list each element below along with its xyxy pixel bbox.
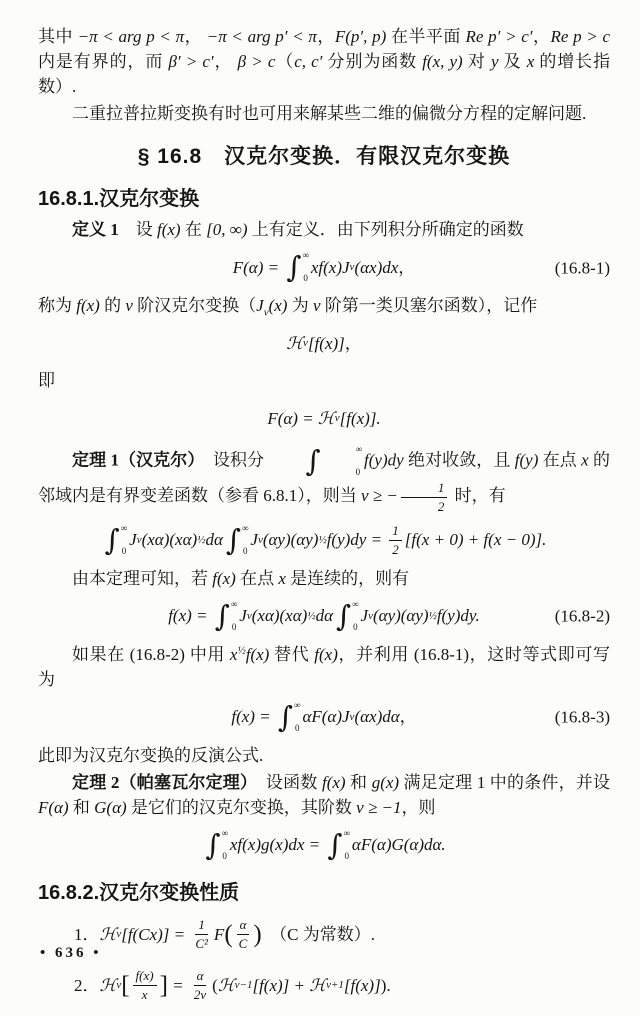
math-run: [f(x + 0) + f(x − 0)].	[404, 530, 547, 550]
integral-sign-icon: ∫	[104, 522, 120, 557]
integral-lower-limit: 0	[242, 545, 248, 556]
math-run: αF(α)G(α)dα.	[351, 835, 446, 855]
integral-lower-limit: 0	[222, 850, 227, 861]
text-run: 分别为函数	[322, 52, 423, 71]
text-run: 绝对收敛，且	[403, 450, 515, 470]
fraction-denominator: x	[141, 987, 148, 1003]
integral	[215, 598, 238, 635]
big-bracket: [	[121, 972, 130, 1000]
text-run: 此即为汉克尔变换的反演公式.	[38, 745, 264, 765]
integral-lower-limit: 0	[231, 621, 237, 632]
integral-upper-limit: ∞	[302, 250, 309, 260]
math-run: [f(x)] + ℋ	[252, 975, 327, 995]
paragraph	[38, 101, 610, 126]
math-run: F(α) =	[232, 257, 284, 277]
integral-limits	[220, 827, 227, 864]
math-run: f(y)dy	[364, 450, 404, 470]
math-run: J	[256, 296, 264, 315]
math-run: [f(x)]	[343, 975, 381, 995]
fraction-numerator: 1	[389, 523, 402, 541]
math-run: f(y)dy.	[436, 606, 480, 626]
math-run: J	[239, 606, 247, 626]
text-run: ，	[184, 27, 207, 46]
math-run: ℋ	[99, 975, 117, 995]
subscript: ν	[263, 306, 269, 319]
text-run: 如果在 (16.8-2) 中用	[72, 644, 230, 664]
integral-upper-limit: ∞	[343, 827, 350, 838]
fraction-numerator: f(x)	[133, 968, 157, 986]
math-run: (αy)(αy)	[262, 530, 319, 550]
math-run: Re p′ > c′	[465, 27, 533, 46]
page-content	[38, 22, 610, 1016]
text-run: ，	[316, 27, 335, 46]
paragraph	[38, 217, 610, 242]
text-run: 在	[180, 220, 207, 239]
text-run: 的增长指数）.	[38, 52, 611, 96]
superscript: ½	[428, 609, 437, 622]
integral-upper-limit: ∞	[355, 444, 363, 455]
integral	[205, 827, 228, 864]
text-run: 满足定理 1 中的条件，并设	[399, 772, 611, 792]
text-run: 设积分	[195, 450, 269, 470]
integral-lower-limit: 0	[344, 850, 349, 861]
fraction-numerator: α	[237, 917, 250, 935]
text-run: （	[275, 52, 295, 71]
bold-text-run: 定理 2（帕塞瓦尔定理）	[72, 772, 249, 792]
text-run: 内是有界的，而	[38, 52, 169, 71]
integral-upper-limit: ∞	[230, 598, 238, 609]
math-run: ν ≥ −1	[356, 797, 402, 817]
math-run: ν	[125, 296, 133, 315]
big-bracket: (	[224, 921, 233, 949]
integral-sign-icon: ∫	[277, 699, 294, 734]
text-run: 1．	[74, 924, 100, 944]
text-run: 称为	[38, 296, 77, 315]
formula	[38, 249, 610, 286]
text-run: ，	[344, 333, 362, 353]
paragraph	[38, 566, 610, 591]
text-run: 的邻域内是有界变差函数（参看 6.8.1），则当	[38, 450, 611, 506]
integral-limits	[343, 827, 350, 864]
integral-sign-icon: ∫	[327, 827, 343, 862]
fraction-denominator: 2	[437, 498, 445, 514]
text-run: 上有定义．由下列积分所确定的函数	[247, 220, 524, 239]
math-run: f(x, y)	[422, 52, 463, 71]
integral-sign-icon: ∫	[225, 522, 241, 557]
integral-lower-limit: 0	[303, 273, 308, 283]
subscript: ν	[334, 411, 340, 424]
formula	[38, 827, 610, 864]
text-run: ，	[398, 257, 416, 277]
fraction-numerator: 1	[195, 917, 208, 935]
integral	[336, 598, 359, 635]
big-bracket: )	[253, 921, 262, 949]
math-run: x	[278, 568, 286, 588]
math-run: (xα)(xα)	[141, 530, 198, 550]
subscript: ν	[136, 533, 142, 546]
formula	[38, 598, 610, 635]
math-run: x	[526, 52, 535, 71]
text-run: ，	[532, 27, 551, 46]
math-run: dα	[205, 530, 223, 550]
integral	[286, 249, 309, 286]
math-run: J	[360, 606, 369, 626]
superscript: ½	[307, 609, 316, 622]
text-run: 在点	[235, 568, 279, 588]
integral-upper-limit: ∞	[352, 598, 359, 609]
equation-number: (16.8-3)	[554, 707, 610, 727]
page-number: • 636 •	[40, 945, 102, 961]
integral-sign-icon: ∫	[205, 827, 221, 862]
math-run: dα	[315, 606, 334, 626]
paragraph	[38, 770, 610, 820]
math-run: ℋ	[286, 333, 304, 353]
integral-sign-icon: ∫	[336, 598, 352, 633]
text-run: 和	[68, 797, 95, 817]
integral-sign-icon: ∫	[214, 598, 230, 633]
math-run: =	[167, 975, 188, 995]
subscript: ν	[116, 928, 122, 941]
subscript: ν+1	[326, 979, 344, 992]
math-run: ℋ	[217, 975, 235, 995]
math-run: F(α)	[38, 797, 69, 817]
integral-lower-limit: 0	[294, 722, 300, 733]
integral	[105, 522, 128, 559]
text-run: ，	[213, 52, 238, 71]
property-line	[74, 965, 610, 1007]
text-run: 即	[38, 371, 55, 391]
text-run: 替代	[269, 644, 315, 664]
formula	[38, 522, 610, 559]
equation-number: (16.8-2)	[554, 606, 610, 626]
integral-lower-limit: 0	[353, 621, 358, 632]
math-run: f(x)	[314, 644, 338, 664]
math-run: ℋ	[99, 924, 117, 944]
text-run: ).	[380, 975, 391, 995]
text-run: 阶第一类贝塞尔函数），记作	[320, 296, 538, 315]
math-run: ν	[312, 296, 321, 315]
bold-text-run: 定义 1	[72, 220, 119, 239]
bold-text-run: 定理 1（汉克尔）	[72, 450, 196, 470]
math-run: f(x) =	[168, 606, 212, 626]
integral-limits	[301, 249, 308, 286]
paragraph	[38, 368, 610, 393]
text-run: 时，有	[450, 486, 506, 506]
paragraph	[38, 443, 610, 514]
subsection-heading	[38, 876, 610, 905]
text-run: 二重拉普拉斯变换有时也可用来解某些二维的偏微分方程的定解问题.	[72, 104, 587, 123]
integral-upper-limit: ∞	[120, 522, 128, 533]
text-run: 为	[287, 296, 313, 315]
math-run: [f(x)].	[339, 408, 381, 428]
math-run: ν ≥ −	[361, 486, 398, 506]
integral-limits	[230, 598, 237, 635]
math-run: −π < arg p′ < π	[206, 27, 317, 46]
text-run: 的	[99, 296, 126, 315]
math-run: F	[213, 924, 225, 944]
fraction	[236, 917, 251, 951]
formula	[38, 400, 610, 436]
property-line	[74, 914, 610, 956]
integral-lower-limit: 0	[121, 545, 127, 556]
text-run: 在点	[538, 450, 582, 470]
integral-limits	[241, 522, 248, 559]
text-run: 对	[462, 52, 491, 71]
math-run: x	[581, 450, 589, 470]
math-run: (αy)(αy)	[372, 606, 429, 626]
integral-sign-icon: ∫	[286, 250, 302, 284]
fraction-denominator: C	[238, 936, 248, 952]
integral-upper-limit: ∞	[294, 699, 301, 710]
math-run: x	[229, 644, 238, 664]
text-run: ，并利用 (16.8-1)，这时等式即可写为	[38, 644, 610, 689]
bold-text-run: 16.8.1.汉克尔变换	[38, 188, 200, 210]
text-run: 阶汉克尔变换（	[132, 296, 257, 315]
text-run: 及	[498, 52, 527, 71]
fraction-numerator: α	[194, 968, 207, 986]
math-run: Re p > c	[550, 27, 611, 46]
integral	[278, 699, 301, 736]
fraction-denominator: 2ν	[193, 987, 207, 1003]
integral	[327, 827, 350, 864]
math-run: −π < arg p < π	[77, 27, 185, 46]
paragraph	[38, 743, 610, 768]
superscript: ½	[318, 533, 327, 546]
superscript: ½	[237, 643, 246, 656]
math-run: [f(Cx)] =	[121, 924, 190, 944]
fraction	[401, 480, 448, 514]
subscript: ν	[349, 710, 355, 723]
integral-limits	[351, 598, 358, 635]
math-run: β > c	[237, 52, 276, 71]
text-run: 是它们的汉克尔变换，其阶数	[126, 797, 357, 817]
integral-upper-limit: ∞	[221, 827, 228, 838]
fraction	[133, 968, 157, 1002]
integral	[272, 443, 363, 480]
math-run: (αx)dα	[354, 707, 400, 727]
equation-number: (16.8-1)	[554, 257, 610, 277]
math-run: f(x) =	[231, 707, 275, 727]
text-run: 2．	[74, 975, 100, 995]
math-run: g(x)	[371, 772, 400, 792]
math-run: f(x)	[322, 772, 346, 792]
math-run: [f(x)]	[307, 333, 345, 353]
math-run: J	[250, 530, 258, 550]
math-run: y	[490, 52, 499, 71]
formula	[38, 699, 610, 736]
subscript: ν	[368, 609, 373, 622]
integral-limits	[293, 699, 300, 736]
integral	[226, 522, 249, 559]
math-run: f(x)	[212, 568, 236, 588]
text-run: 其中	[38, 27, 78, 46]
paragraph	[38, 642, 610, 692]
section-heading	[38, 140, 610, 170]
subscript: ν	[257, 533, 263, 546]
superscript: ½	[197, 533, 206, 546]
integral-lower-limit: 0	[355, 467, 361, 478]
math-run: G(α)	[94, 797, 127, 817]
math-run: F(p′, p)	[334, 27, 387, 46]
integral-sign-icon: ∫	[305, 444, 321, 479]
math-run: (αx)dx	[354, 257, 399, 277]
math-run: f(x)	[76, 296, 100, 315]
fraction-denominator: C²	[195, 936, 208, 952]
math-run: c, c′	[294, 52, 323, 71]
math-run: f(y)	[514, 450, 539, 470]
bold-text-run: 16.8.2.汉克尔变换性质	[38, 881, 240, 904]
subscript: ν	[303, 336, 308, 349]
math-run: β′ > c′	[168, 52, 214, 71]
text-run: ，	[399, 707, 417, 727]
subscript: ν−1	[234, 979, 253, 992]
fraction	[389, 523, 402, 557]
text-run: 在半平面	[386, 27, 466, 46]
math-run: (xα)(xα)	[251, 606, 308, 626]
text-run: 和	[345, 772, 372, 792]
text-run: 是连续的，则有	[285, 568, 410, 588]
math-run: f(x)	[245, 644, 270, 664]
integral-limits	[120, 522, 127, 559]
text-run: (	[212, 975, 218, 995]
subscript: ν	[246, 609, 252, 622]
math-run: J	[129, 530, 137, 550]
integral-upper-limit: ∞	[241, 522, 249, 533]
text-run: 设函数	[248, 772, 322, 792]
text-run: （C 为常数）.	[261, 924, 375, 944]
subscript: ν	[349, 261, 355, 273]
paragraph	[38, 293, 610, 318]
bold-text-run: § 16.8 汉克尔变换．有限汉克尔变换	[137, 145, 511, 168]
fraction	[192, 917, 211, 951]
subsection-heading	[38, 182, 610, 211]
subscript: ν	[116, 979, 122, 992]
fraction-denominator: 2	[392, 541, 399, 557]
math-run: xf(x)J	[310, 257, 350, 277]
fraction	[191, 968, 209, 1002]
math-run: (x)	[268, 296, 288, 315]
text-run: ，则	[401, 797, 436, 817]
math-run: αF(α)J	[302, 707, 350, 727]
math-run: F(α) = ℋ	[267, 408, 335, 428]
math-run: xf(x)g(x)dx =	[229, 835, 325, 855]
math-run: f(y)dy =	[326, 530, 387, 550]
math-run: f(x)	[157, 220, 181, 239]
integral-limits	[321, 443, 362, 480]
formula	[38, 325, 610, 361]
big-bracket: ]	[159, 972, 168, 1000]
paragraph	[38, 24, 610, 99]
math-run: [0, ∞)	[206, 220, 248, 239]
text-run: 设	[118, 220, 157, 239]
text-run: 由本定理可知，若	[72, 568, 213, 588]
fraction-numerator: 1	[401, 480, 448, 498]
